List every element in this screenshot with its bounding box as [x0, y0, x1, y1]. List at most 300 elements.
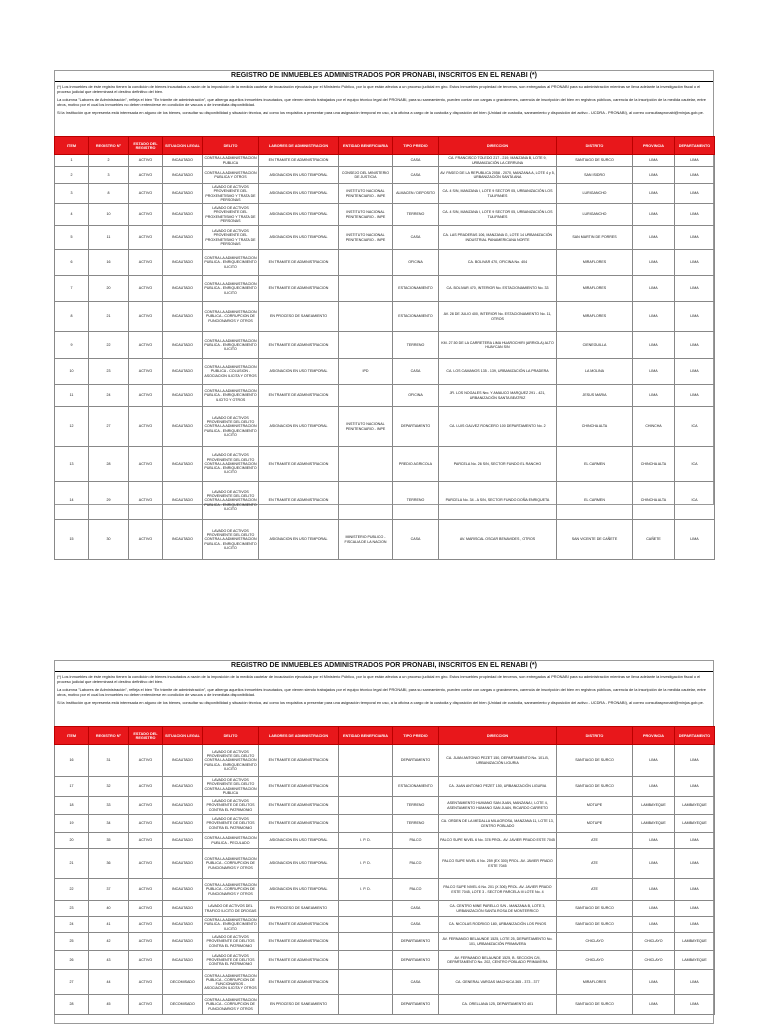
cell-tipo-predio: OFICINA — [393, 385, 439, 407]
cell-provincia: CHINCHA — [633, 407, 675, 447]
cell-departamento: LIMA — [675, 250, 715, 276]
column-header-departamento: DEPARTAMENTO — [675, 727, 715, 745]
cell-situacion: INCAUTADO — [163, 849, 203, 879]
cell-situacion: INCAUTADO — [163, 815, 203, 833]
cell-entidad: I. P. D. — [339, 849, 393, 879]
cell-tipo-predio: ESTACIONAMIENTO — [393, 777, 439, 797]
cell-estado: ACTIVO — [129, 184, 163, 204]
cell-entidad — [339, 276, 393, 302]
cell-delito: CONTRA LA ADMINISTRACION PUBLICA - ENRIQUECIMIENTO ILICITO — [204, 918, 257, 931]
cell-provincia: LIMA — [633, 276, 675, 302]
cell-delito: CONTRA LA ADMINISTRACION PUBLICA - ENRIQUECIMIENTO ILICITO — [203, 276, 259, 302]
cell-entidad — [339, 745, 393, 777]
cell-tipo-predio: ALMACEN / DEPOSITO — [393, 184, 439, 204]
cell-tipo-predio: OFICINA — [393, 250, 439, 276]
cell-delito: LAVADO DE ACTIVOS PROVENIENTE DEL DELITO CONTRA LA ADMINISTRACION PUBLICA - ENRIQUECIMIENTO ILICITO — [203, 520, 259, 560]
cell-direccion: PALCO SUPE NIVEL 6 No. 201 (X 306) PROL. AV. JAVIER PRADO ESTE 7045, LOTE 3 - SECTOR PARCELA III LOTE No. 4 — [439, 879, 557, 901]
cell-direccion: CA. BOLIVAR 470, INTERIOR No. ESTACIONAMIENTO No. 33 — [439, 276, 557, 302]
cell-situacion: INCAUTADO — [163, 833, 203, 849]
cell-item: 11 — [55, 385, 89, 407]
cell-labores: ASIGNACION EN USO TEMPORAL — [259, 849, 339, 879]
cell-entidad — [339, 250, 393, 276]
cell-direccion: CA. LOS CAMANOS 135 - 139, URBANIZACIÓN LA PRADERA — [439, 359, 557, 385]
cell-situacion: INCAUTADO — [163, 520, 203, 560]
cell-delito: CONTRA LA ADMINISTRACION PUBLICA - PECULADO — [203, 833, 259, 849]
cell-distrito: ATE — [557, 879, 633, 901]
cell-departamento: LIMA — [675, 849, 715, 879]
table-row — [55, 447, 715, 482]
cell-labores: EN TRAMITE DE ADMINISTRACION — [259, 797, 339, 815]
cell-tipo-predio: TERRENO — [393, 482, 439, 520]
cell-registro: 8 — [89, 184, 129, 204]
cell-situacion: DECOMISADO — [163, 970, 203, 995]
cell-provincia: LIMA — [633, 917, 675, 933]
column-header-entidad: ENTIDAD BENEFICIARIA — [339, 137, 393, 155]
cell-item: 15 — [55, 520, 89, 560]
cell-departamento: LIMA — [675, 917, 715, 933]
table-row — [55, 879, 715, 901]
cell-labores: EN TRAMITE DE ADMINISTRACION — [259, 951, 339, 970]
cell-distrito: LURIGANCHO — [557, 204, 633, 226]
cell-item: 5 — [55, 226, 89, 250]
cell-direccion: CA. JUAN ANTONIO PEZET 150, DEPARTAMENTO No. 101-B, URBANIZACIÓN LIGURIA — [439, 745, 557, 777]
cell-estado: ACTIVO — [129, 385, 163, 407]
cell-item: 2 — [55, 167, 89, 184]
cell-direccion: AV. PASEO DE LA REPUBLICA 2058 - 2070, MANZANA A, LOTE 4 y 5, URBANIZACIÓN SANTA ANA — [439, 167, 557, 184]
cell-provincia: LIMA — [633, 332, 675, 359]
cell-tipo-predio: CASA — [393, 155, 439, 167]
cell-registro: 31 — [89, 745, 129, 777]
cell-direccion: CA. BOLIVAR 470, OFICINA No. 404 — [439, 250, 557, 276]
cell-departamento: LIMA — [675, 155, 715, 167]
cell-labores: EN TRAMITE DE ADMINISTRACION — [259, 917, 339, 933]
column-header-item: ITEM — [55, 137, 89, 155]
column-header-estado: ESTADO DEL REGISTRO — [129, 727, 163, 745]
cell-labores: ASIGNACION EN USO TEMPORAL — [259, 167, 339, 184]
table-row — [55, 250, 715, 276]
cell-delito: CONTRA LA ADMINISTRACION PUBLICA - ENRIQUECIMIENTO ILICITO — [203, 250, 259, 276]
cell-entidad — [339, 797, 393, 815]
cell-item: 6 — [55, 250, 89, 276]
cell-registro: 35 — [89, 833, 129, 849]
cell-registro: 23 — [89, 359, 129, 385]
cell-item: 19 — [55, 815, 89, 833]
document-title: REGISTRO DE INMUEBLES ADMINISTRADOS POR PRONABI, INSCRITOS EN EL RENABI (*) — [55, 661, 713, 672]
cell-estado: ACTIVO — [129, 520, 163, 560]
cell-item: 3 — [55, 184, 89, 204]
cell-situacion: INCAUTADO — [163, 745, 203, 777]
cell-tipo-predio: CASA — [393, 901, 439, 917]
table-row — [55, 167, 715, 184]
cell-entidad — [339, 777, 393, 797]
cell-provincia: CHICLAYO — [633, 933, 675, 951]
cell-provincia: CAÑETE — [633, 520, 675, 560]
cell-registro: 33 — [89, 797, 129, 815]
cell-estado: ACTIVO — [129, 482, 163, 520]
cell-departamento: LIMA — [675, 520, 715, 560]
cell-registro: 20 — [89, 276, 129, 302]
column-header-registro: REGISTRO N° — [89, 137, 129, 155]
cell-tipo-predio: DEPARTAMENTO — [393, 745, 439, 777]
cell-estado: ACTIVO — [129, 155, 163, 167]
cell-distrito: SANTIAGO DE SURCO — [557, 901, 633, 917]
cell-distrito: SANTIAGO DE SURCO — [557, 917, 633, 933]
table-row — [55, 815, 715, 833]
cell-direccion: PALCO SUPE NIVEL 6 No. 378 PROL. AV. JAVIER PRADO ESTE 7045 — [439, 833, 557, 849]
cell-tipo-predio: TERRENO — [393, 204, 439, 226]
cell-departamento: LAMBAYEQUE — [675, 933, 715, 951]
cell-item: 14 — [55, 482, 89, 520]
cell-delito: LAVADO DE ACTIVOS PROVENIENTE DEL PROXENETISMO Y TRATA DE PERSONAS — [203, 226, 259, 250]
cell-departamento: LIMA — [675, 226, 715, 250]
cell-entidad — [339, 995, 393, 1015]
table-row — [55, 482, 715, 520]
cell-delito: LAVADO DE ACTIVOS PROVENIENTE DE DELITOS CONTRA EL PATRIMONIO — [203, 951, 259, 970]
cell-delito: CONTRA LA ADMINISTRACION PUBLICA - ENRIQUECIMIENTO ILICITO Y OTROS — [203, 385, 259, 407]
cell-situacion: INCAUTADO — [163, 204, 203, 226]
cell-departamento: LIMA — [675, 745, 715, 777]
cell-direccion: PARCELA No. 26 S/N, SECTOR FUNDO EL RANCHO — [439, 447, 557, 482]
cell-distrito: ATE — [557, 833, 633, 849]
cell-entidad: I. P. D. — [339, 833, 393, 849]
cell-distrito: SAN MARTIN DE PORRES — [557, 226, 633, 250]
cell-entidad: INSTITUTO NACIONAL PENITENCIARIO - INPE — [339, 226, 393, 250]
cell-departamento: LAMBAYEQUE — [675, 797, 715, 815]
notes-block — [55, 82, 713, 136]
cell-registro: 11 — [89, 226, 129, 250]
column-header-labores: LABORES DE ADMINISTRACION — [259, 137, 339, 155]
column-header-provincia: PROVINCIA — [633, 137, 675, 155]
cell-delito: LAVADO DE ACTIVOS PROVENIENTE DEL DELITO CONTRA LA ADMINISTRACION PUBLICA - ENRIQUECIMIENTO ILICITO — [203, 745, 259, 777]
cell-item: 16 — [55, 745, 89, 777]
cell-estado: ACTIVO — [129, 917, 163, 933]
cell-labores: ASIGNACION EN USO TEMPORAL — [259, 226, 339, 250]
cell-entidad — [339, 951, 393, 970]
cell-labores: EN TRAMITE DE ADMINISTRACION — [259, 332, 339, 359]
cell-estado: ACTIVO — [129, 815, 163, 833]
cell-situacion: INCAUTADO — [163, 250, 203, 276]
cell-tipo-predio: ESTACIONAMIENTO — [393, 276, 439, 302]
cell-item: 20 — [55, 833, 89, 849]
cell-departamento: LIMA — [675, 359, 715, 385]
cell-situacion: INCAUTADO — [163, 184, 203, 204]
cell-departamento: LIMA — [675, 204, 715, 226]
cell-distrito: SAN VICENTE DE CAÑETE — [557, 520, 633, 560]
cell-distrito: MIRAFLORES — [557, 970, 633, 995]
cell-delito: CONTRA LA ADMINISTRACION PUBLICA - CORRUPCION DE FUNCIONARIOS Y OTROS — [203, 995, 259, 1015]
cell-situacion: INCAUTADO — [163, 933, 203, 951]
column-header-direccion: DIRECCION — [439, 727, 557, 745]
cell-distrito: SANTIAGO DE SURCO — [557, 745, 633, 777]
cell-situacion: INCAUTADO — [163, 879, 203, 901]
cell-estado: ACTIVO — [129, 447, 163, 482]
cell-item: 23 — [55, 901, 89, 917]
cell-labores: EN TRAMITE DE ADMINISTRACION — [259, 276, 339, 302]
cell-situacion: INCAUTADO — [163, 797, 203, 815]
column-header-registro: REGISTRO N° — [89, 727, 129, 745]
cell-estado: ACTIVO — [129, 167, 163, 184]
cell-situacion: DECOMISADO — [163, 995, 203, 1015]
cell-labores: ASIGNACION EN USO TEMPORAL — [259, 520, 339, 560]
cell-provincia: LIMA — [633, 155, 675, 167]
table-row — [55, 520, 715, 560]
cell-provincia: LIMA — [633, 226, 675, 250]
cell-provincia: CHICLAYO — [633, 951, 675, 970]
cell-distrito: SANTIAGO DE SURCO — [557, 777, 633, 797]
cell-departamento: LIMA — [675, 276, 715, 302]
table-row — [55, 995, 715, 1015]
cell-registro: 30 — [89, 520, 129, 560]
cell-delito: LAVADO DE ACTIVOS PROVENIENTE DEL PROXENETISMO Y TRATA DE PERSONAS — [203, 184, 259, 204]
cell-provincia: LIMA — [633, 184, 675, 204]
cell-tipo-predio: CASA — [393, 167, 439, 184]
cell-tipo-predio: CASA — [393, 917, 439, 933]
cell-delito: LAVADO DE ACTIVOS PROVENIENTE DEL DELITO CONTRA LA ADMINISTRACION PUBLICA - ENRIQUECIMIENTO ILICITO — [203, 447, 259, 482]
cell-registro: 24 — [89, 385, 129, 407]
cell-provincia: CHINCHA ALTA — [633, 482, 675, 520]
cell-labores: EN TRAMITE DE ADMINISTRACION — [259, 745, 339, 777]
cell-direccion: CA. ORELLANA 125, DEPARTAMENTO 401 — [439, 995, 557, 1015]
cell-tipo-predio: TERRENO — [393, 815, 439, 833]
column-header-provincia: PROVINCIA — [633, 727, 675, 745]
cell-tipo-predio: CASA — [393, 970, 439, 995]
cell-delito: CONTRA LA ADMINISTRACION PUBLICA - ENRIQUECIMIENTO ILICITO — [203, 332, 259, 359]
cell-registro: 42 — [89, 933, 129, 951]
cell-departamento: LIMA — [675, 879, 715, 901]
cell-estado: ACTIVO — [129, 951, 163, 970]
column-header-departamento: DEPARTAMENTO — [675, 137, 715, 155]
cell-departamento: ICA — [675, 447, 715, 482]
column-header-item: ITEM — [55, 727, 89, 745]
cell-distrito: MOTUPE — [557, 797, 633, 815]
cell-delito: LAVADO DE ACTIVOS PROVENIENTE DE DELITOS CONTRA EL PATRIMONIO — [203, 815, 259, 833]
cell-tipo-predio: PALCO — [393, 879, 439, 901]
registry-table-page-1 — [54, 136, 715, 560]
cell-labores: ASIGNACION EN USO TEMPORAL — [259, 833, 339, 849]
cell-provincia: LIMA — [633, 167, 675, 184]
cell-item: 24 — [55, 917, 89, 933]
cell-labores: EN TRAMITE DE ADMINISTRACION — [259, 777, 339, 797]
cell-situacion: INCAUTADO — [163, 302, 203, 332]
document-page-2 — [54, 660, 714, 1024]
cell-situacion: INCAUTADO — [163, 155, 203, 167]
cell-entidad: INSTITUTO NACIONAL PENITENCIARIO - INPE — [339, 204, 393, 226]
cell-entidad: CONSEJO DEL MINISTERIO DE JUSTICIA — [339, 167, 393, 184]
cell-distrito: LA MOLINA — [557, 359, 633, 385]
cell-provincia: LIMA — [633, 385, 675, 407]
table-row — [55, 917, 715, 933]
table-row — [55, 901, 715, 917]
cell-provincia: LIMA — [633, 204, 675, 226]
cell-provincia: LIMA — [633, 745, 675, 777]
cell-delito: CONTRA LA ADMINISTRACION PUBLICA — [204, 156, 257, 165]
table-row — [55, 833, 715, 849]
cell-situacion: INCAUTADO — [163, 276, 203, 302]
cell-estado: ACTIVO — [129, 797, 163, 815]
cell-direccion: CA. NICOLAS RODRIGO 180, URBANIZACIÓN LOS PINOS — [439, 917, 557, 933]
cell-labores: ASIGNACION EN USO TEMPORAL — [259, 204, 339, 226]
cell-labores: EN TRAMITE DE ADMINISTRACION — [259, 970, 339, 995]
column-header-estado: ESTADO DEL REGISTRO — [129, 137, 163, 155]
cell-registro: 2 — [89, 155, 129, 167]
cell-direccion: CA. 4 S/N, MANZANA I, LOTE 9 SECTOR 05, URBANIZACIÓN LOS TULIPANES — [439, 204, 557, 226]
cell-entidad — [339, 155, 393, 167]
cell-provincia: LIMA — [633, 879, 675, 901]
cell-item: 1 — [55, 155, 89, 167]
cell-estado: ACTIVO — [129, 970, 163, 995]
cell-delito: LAVADO DE ACTIVOS DEL TRAFICO ILICITO DE DROGAS — [203, 901, 259, 917]
cell-estado: ACTIVO — [129, 359, 163, 385]
cell-labores: EN TRAMITE DE ADMINISTRACION — [259, 385, 339, 407]
cell-departamento: LIMA — [675, 332, 715, 359]
cell-labores: EN PROCESO DE SANEAMIENTO — [259, 901, 339, 917]
table-row — [55, 276, 715, 302]
cell-direccion: CA. CENTRO MINE PARELLO S/N - MANZANA B, LOTE 3, URBANIZACIÓN SANTA ROSA DE MONTERRICO — [439, 901, 557, 917]
cell-distrito: ATE — [557, 849, 633, 879]
cell-tipo-predio: CASA — [393, 359, 439, 385]
cell-provincia: LIMA — [633, 901, 675, 917]
cell-entidad — [339, 917, 393, 933]
cell-registro: 44 — [89, 970, 129, 995]
cell-labores: EN TRAMITE DE ADMINISTRACION — [259, 933, 339, 951]
cell-delito: LAVADO DE ACTIVOS PROVENIENTE DEL PROXENETISMO Y TRATA DE PERSONAS — [203, 204, 259, 226]
table-row — [55, 407, 715, 447]
cell-estado: ACTIVO — [129, 777, 163, 797]
cell-departamento: LIMA — [675, 995, 715, 1015]
notes-block — [55, 672, 713, 726]
cell-registro: 22 — [89, 332, 129, 359]
cell-entidad — [339, 482, 393, 520]
column-header-distrito: DISTRITO — [557, 137, 633, 155]
cell-registro: 37 — [89, 879, 129, 901]
note-paragraph: (*) Los inmuebles de éste registro tienen la condición de bienes incautados a razón de la imposición de la medida cautelar de incautación ejecutada por el Ministerio Público, por lo que están afectos a un proceso judicial en giro. Estos inmuebles propiedad de terceros, son entregados al PRONABI para su administración mientras se lleva adelante la investigación fiscal o el proceso judicial que determinará el destino definitivo del bien. — [57, 84, 701, 94]
table-row — [55, 933, 715, 951]
cell-entidad: MINISTERIO PUBLICO - FISCALIA DE LA NACION — [339, 520, 393, 560]
table-row — [55, 797, 715, 815]
cell-distrito: LURIGANCHO — [557, 184, 633, 204]
cell-estado: ACTIVO — [129, 276, 163, 302]
cell-estado: ACTIVO — [129, 849, 163, 879]
cell-provincia: LIMA — [633, 995, 675, 1015]
cell-registro: 10 — [89, 204, 129, 226]
cell-provincia: LIMA — [633, 777, 675, 797]
column-header-tipo-predio: TIPO PREDIO — [393, 137, 439, 155]
cell-tipo-predio: PALCO — [393, 849, 439, 879]
cell-situacion: INCAUTADO — [163, 482, 203, 520]
cell-item: 12 — [55, 407, 89, 447]
cell-departamento: LIMA — [675, 777, 715, 797]
table-row — [55, 359, 715, 385]
cell-entidad: I. P. D. — [339, 879, 393, 901]
column-header-situacion: SITUACION LEGAL — [163, 727, 203, 745]
cell-provincia: LAMBAYEQUE — [633, 797, 675, 815]
cell-estado: ACTIVO — [129, 933, 163, 951]
cell-delito: CONTRA LA ADMINISTRACION PUBLICA Y OTROS — [203, 167, 259, 184]
cell-distrito: CHINCHA ALTA — [557, 407, 633, 447]
cell-entidad — [339, 302, 393, 332]
cell-distrito: SANTIAGO DE SURCO — [557, 995, 633, 1015]
cell-departamento: LIMA — [675, 833, 715, 849]
table-header-row — [55, 727, 715, 745]
note-paragraph: Si la Institución que representa está interesada en alguno de los bienes, consultar su disponibilidad y situación técnica, así como los requisitos a presentar para una asignación temporal en uso, a la oficina a cargo de la custodia y disposición del bien (Unidad de custodia, saneamiento y disposición del activo - UCDRA - PRONABI), al correo consultaspronabi@minjus.gob.pe. — [57, 110, 704, 115]
cell-labores: EN PROCESO DE SANEAMIENTO — [259, 302, 339, 332]
cell-estado: ACTIVO — [129, 226, 163, 250]
cell-delito: LAVADO DE ACTIVOS PROVENIENTE DE DELITOS CONTRA EL PATRIMONIO — [203, 797, 259, 815]
cell-registro: 34 — [89, 815, 129, 833]
table-row — [55, 155, 715, 167]
column-header-tipo-predio: TIPO PREDIO — [393, 727, 439, 745]
cell-direccion: AV. MARISCAL OSCAR BENAVIDES , OTROS — [439, 520, 557, 560]
cell-distrito: MIRAFLORES — [557, 302, 633, 332]
cell-situacion: INCAUTADO — [163, 951, 203, 970]
cell-item: 22 — [55, 879, 89, 901]
cell-tipo-predio: CASA — [393, 520, 439, 560]
cell-delito: LAVADO DE ACTIVOS PROVENIENTE DEL DELITO CONTRA LA ADMINISTRACION PUBLICA - ENRIQUECIMIENTO ILICITO — [203, 407, 259, 447]
table-row — [55, 777, 715, 797]
cell-registro: 41 — [89, 917, 129, 933]
cell-provincia: CHINCHA ALTA — [633, 447, 675, 482]
cell-distrito: SAN ISIDRO — [557, 167, 633, 184]
cell-item: 9 — [55, 332, 89, 359]
cell-delito: LAVADO DE ACTIVOS PROVENIENTE DEL DELITO CONTRA LA ADMINISTRACION PUBLICA - ENRIQUECIMIENTO ILICITO — [203, 482, 259, 520]
cell-labores: EN TRAMITE DE ADMINISTRACION — [259, 250, 339, 276]
cell-entidad — [339, 933, 393, 951]
cell-item: 25 — [55, 933, 89, 951]
document-title: REGISTRO DE INMUEBLES ADMINISTRADOS POR PRONABI, INSCRITOS EN EL RENABI (*) — [55, 71, 713, 82]
cell-direccion: PARCELA No. 34 - A S/N, SECTOR FUNDO DOÑA ENRIQUETA — [439, 482, 557, 520]
cell-situacion: INCAUTADO — [163, 385, 203, 407]
cell-provincia: LIMA — [633, 849, 675, 879]
cell-tipo-predio: DEPARTAMENTO — [393, 951, 439, 970]
cell-direccion: CA. LUIS GALVEZ RONCERO 100 DEPARTAMENTO No. 2 — [439, 407, 557, 447]
cell-delito: LAVADO DE ACTIVOS PROVENIENTE DEL DELITO CONTRA LA ADMINISTRACION PUBLICA — [204, 778, 257, 795]
cell-provincia: LIMA — [633, 250, 675, 276]
cell-departamento: LIMA — [675, 302, 715, 332]
cell-entidad — [339, 970, 393, 995]
note-paragraph: (*) Los inmuebles de éste registro tienen la condición de bienes incautados a razón de la imposición de la medida cautelar de incautación ejecutada por el Ministerio Público, por lo que están afectos a un proceso judicial en giro. Estos inmuebles propiedad de terceros, son entregados al PRONABI para su administración mientras se lleva adelante la investigación fiscal o el proceso judicial que determinará el destino definitivo del bien. — [57, 674, 701, 684]
cell-distrito: JESUS MARIA — [557, 385, 633, 407]
cell-entidad: IPD — [339, 359, 393, 385]
cell-distrito: EL CARMEN — [557, 447, 633, 482]
note-paragraph: La columna "Labores de Administración", refleja el bien "En trámite de administración", que alberga aquellos inmuebles incautados, que vienen siendo trabajados por el equipo técnico legal del PRONABI, para su saneamiento, pueden contar con cargas o gravámenes, carencia de inscripción del bien en registros públicos, carencia de la inscripción de la medida cautelar, entre otros, motivo por el cual los inmuebles no deben entenderse en condición de vacuos o de inmediata disponibilidad. — [57, 687, 706, 697]
table-row — [55, 849, 715, 879]
document-page-1 — [54, 70, 714, 550]
cell-direccion: CA. JUAN ANTONIO PEZET 150, URBANIZACIÓN LIGURIA — [439, 777, 557, 797]
cell-registro: 27 — [89, 407, 129, 447]
cell-registro: 3 — [89, 167, 129, 184]
cell-tipo-predio: TERRENO — [393, 332, 439, 359]
cell-labores: ASIGNACION EN USO TEMPORAL — [259, 407, 339, 447]
cell-registro: 32 — [89, 777, 129, 797]
cell-estado: ACTIVO — [129, 833, 163, 849]
cell-item: 26 — [55, 951, 89, 970]
column-header-distrito: DISTRITO — [557, 727, 633, 745]
cell-registro: 21 — [89, 302, 129, 332]
cell-direccion: KM. 27.50 DE LA CARRETERA LIMA HUAROCHIRI (ARRIOLA) ALTO HUAYCAN S/N — [439, 332, 557, 359]
table-row — [55, 302, 715, 332]
cell-tipo-predio: DEPARTAMENTO — [393, 407, 439, 447]
cell-situacion: INCAUTADO — [163, 332, 203, 359]
cell-distrito: CHICLAYO — [557, 933, 633, 951]
cell-delito: LAVADO DE ACTIVOS PROVENIENTE DE DELITOS CONTRA EL PATRIMONIO — [203, 933, 259, 951]
cell-estado: ACTIVO — [129, 204, 163, 226]
column-header-delito: DELITO — [203, 727, 259, 745]
cell-item: 21 — [55, 849, 89, 879]
cell-direccion: CA. GENERAL VARGAS MACHUCA 365 - 373 - 377 — [439, 970, 557, 995]
cell-situacion: INCAUTADO — [163, 167, 203, 184]
cell-delito: CONTRA LA ADMINISTRACION PUBLICA - CORRUPCION DE FUNCIONARIOS - ASOCIACION ILICITA Y OTROS — [203, 970, 259, 995]
cell-entidad: INSTITUTO NACIONAL PENITENCIARIO - INPE — [339, 407, 393, 447]
